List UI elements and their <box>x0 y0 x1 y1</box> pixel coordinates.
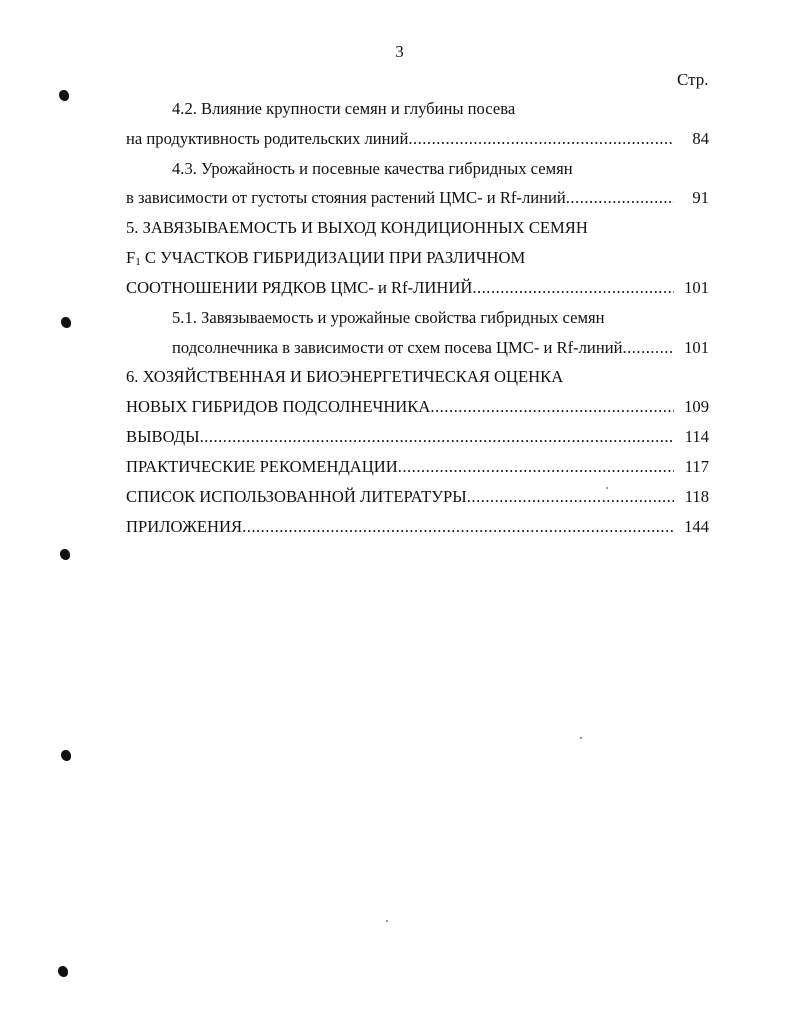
toc-entry-4-3-leader <box>126 188 674 208</box>
toc-page-recommendations: 117 <box>684 457 709 476</box>
page-number: 3 <box>395 42 404 61</box>
scan-mark <box>61 750 71 761</box>
toc-entry-5-title: 5. ЗАВЯЗЫВАЕМОСТЬ И ВЫХОД КОНДИЦИОННЫХ СЕМЯН <box>126 218 588 237</box>
toc-entry-4-3-title-cont: в зависимости от густоты стояния растений ЦМС- и Rf-линий <box>126 188 566 207</box>
scan-speck <box>386 920 388 922</box>
toc-entry-conclusions <box>126 427 674 447</box>
toc-entry-recommendations <box>126 457 674 477</box>
toc-entry-recommendations-title: ПРАКТИЧЕСКИЕ РЕКОМЕНДАЦИИ <box>126 457 398 476</box>
scan-mark <box>61 317 71 328</box>
toc-entry-6-leader <box>126 397 674 417</box>
toc-entry-5-1-title-cont: подсолнечника в зависимости от схем посева ЦМС- и Rf-линий <box>172 338 623 357</box>
toc-entry-4-2-leader <box>126 129 674 149</box>
toc-entry-5-title-cont <box>126 248 525 272</box>
scan-speck <box>606 487 608 489</box>
toc-entry-5-title-cont-rest: С УЧАСТКОВ ГИБРИДИЗАЦИИ ПРИ РАЗЛИЧНОМ <box>140 248 526 267</box>
toc-entry-5-1-leader <box>172 338 674 358</box>
toc-entry-6-title: 6. ХОЗЯЙСТВЕННАЯ И БИОЭНЕРГЕТИЧЕСКАЯ ОЦЕНКА <box>126 367 564 386</box>
toc-entry-5-title-end: СООТНОШЕНИИ РЯДКОВ ЦМС- и Rf-ЛИНИЙ <box>126 278 473 297</box>
toc-entry-5-leader <box>126 278 674 298</box>
toc-entry-bibliography-title: СПИСОК ИСПОЛЬЗОВАННОЙ ЛИТЕРАТУРЫ <box>126 487 467 506</box>
toc-page-6: 109 <box>684 397 709 416</box>
toc-entry-4-2-title-cont: на продуктивность родительских линий <box>126 129 409 148</box>
toc-page-5: 101 <box>684 278 709 297</box>
dot-leader <box>200 427 674 447</box>
f-letter: F <box>126 248 136 267</box>
toc-entry-conclusions-title: ВЫВОДЫ <box>126 427 200 446</box>
dot-leader <box>430 397 674 417</box>
toc-entry-4-2-title: 4.2. Влияние крупности семян и глубины посева <box>172 99 516 118</box>
toc-entry-bibliography <box>126 487 674 507</box>
toc-entry-6-title-cont: НОВЫХ ГИБРИДОВ ПОДСОЛНЕЧНИКА <box>126 397 431 416</box>
scan-mark <box>59 90 69 101</box>
toc-page-4-3: 91 <box>692 188 709 207</box>
toc-entry-appendices <box>126 517 674 537</box>
scan-mark <box>58 966 68 977</box>
toc-page-4-2: 84 <box>692 129 709 148</box>
toc-entry-4-3-title: 4.3. Урожайность и посевные качества гибридных семян <box>172 159 573 178</box>
toc-page-appendices: 144 <box>684 517 709 536</box>
dot-leader <box>408 129 674 149</box>
f-subscript: 1 <box>135 256 141 268</box>
dot-leader <box>622 338 674 358</box>
dot-leader <box>467 487 674 507</box>
toc-page-5-1: 101 <box>684 338 709 357</box>
toc-entry-5-1-title: 5.1. Завязываемость и урожайные свойства гибридных семян <box>172 308 605 327</box>
dot-leader <box>472 278 674 298</box>
toc-entry-appendices-title: ПРИЛОЖЕНИЯ <box>126 517 243 536</box>
dot-leader <box>242 517 674 537</box>
dot-leader <box>398 457 674 477</box>
toc-page-conclusions: 114 <box>684 427 709 446</box>
toc-page-bibliography: 118 <box>684 487 709 506</box>
scan-speck <box>580 737 582 739</box>
scan-mark <box>60 549 70 560</box>
page-column-header: Стр. <box>677 70 709 89</box>
dot-leader <box>566 188 674 208</box>
